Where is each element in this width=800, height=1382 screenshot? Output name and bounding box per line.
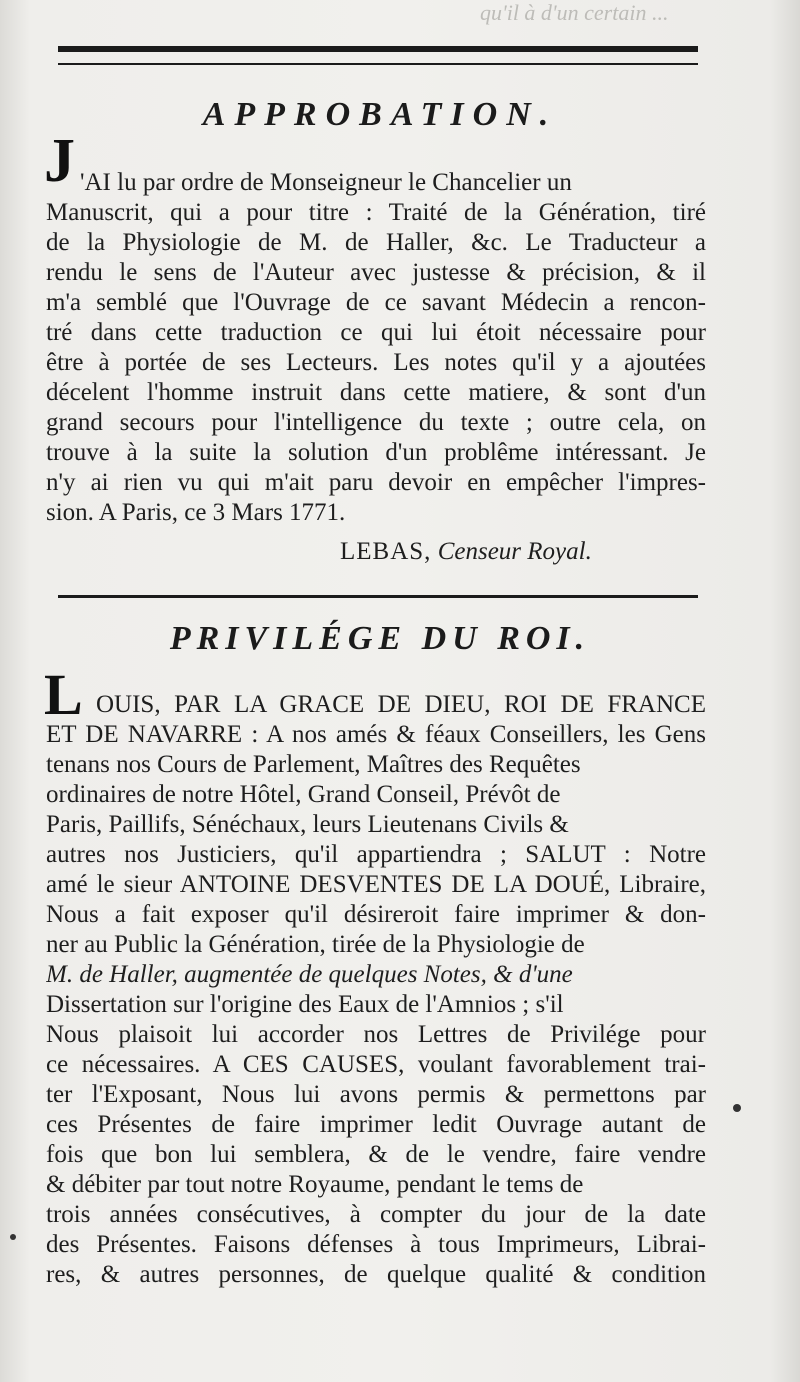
privilege-line: Dissertation sur l'origine des Eaux de l'Amnios ; s'il [46, 991, 564, 1018]
privilege-line: ET DE NAVARRE : A nos amés & féaux Conseillers, les Gens [46, 721, 706, 748]
privilege-title: PRIVILÉGE DU ROI. [169, 620, 591, 657]
privilege-line: fois que bon lui semblera, & de le vendre, faire vendre [46, 1141, 706, 1168]
privilege-line: ordinaires de notre Hôtel, Grand Conseil, Prévôt de [46, 781, 561, 808]
ink-speck [733, 1104, 741, 1112]
approbation-line: Manuscrit, qui a pour titre : Traité de la Génération, tiré [46, 199, 706, 226]
approbation-signature [340, 538, 640, 566]
approbation-line: sion. A Paris, ce 3 Mars 1771. [46, 499, 346, 526]
privilege-line: Paris, Paillifs, Sénéchaux, leurs Lieutenans Civils & [46, 811, 569, 838]
privilege-line: ce nécessaires. A CES CAUSES, voulant favorablement trai- [46, 1051, 706, 1078]
privilege-line: autres nos Justiciers, qu'il appartiendra ; SALUT : Notre [46, 841, 706, 868]
privilege-dropcap: L [44, 662, 83, 727]
privilege-line: res, & autres personnes, de quelque qualité & condition [46, 1261, 706, 1288]
approbation-line: décelent l'homme instruit dans cette matiere, & sont d'un [46, 379, 706, 406]
privilege-line: ces Présentes de faire imprimer ledit Ouvrage autant de [46, 1111, 706, 1138]
approbation-title: APPROBATION. [202, 96, 558, 133]
approbation-line: trouve à la suite la solution d'un problême intéressant. Je [46, 439, 706, 466]
privilege-line: & débiter par tout notre Royaume, pendant le tems de [46, 1171, 584, 1198]
approbation-line: tré dans cette traduction ce qui lui étoit nécessaire pour [46, 319, 706, 346]
top-rule-thin [58, 63, 698, 65]
privilege-line: tenans nos Cours de Parlement, Maîtres des Requêtes [46, 751, 581, 778]
privilege-line: amé le sieur ANTOINE DESVENTES DE LA DOUÉ, Libraire, [46, 871, 706, 898]
top-rule-thick [58, 46, 698, 52]
approbation-line: m'a semblé que l'Ouvrage de ce savant Médecin a rencon- [46, 289, 706, 316]
privilege-line: Nous a fait exposer qu'il désireroit faire imprimer & don- [46, 901, 706, 928]
approbation-line: de la Physiologie de M. de Haller, &c. Le Traducteur a [46, 229, 706, 256]
privilege-line: des Présentes. Faisons défenses à tous Imprimeurs, Librai- [46, 1231, 706, 1258]
approbation-line: n'y ai rien vu qui m'ait paru devoir en empêcher l'impres- [46, 469, 706, 496]
approbation-line: être à portée de ses Lecteurs. Les notes qu'il y a ajoutées [46, 349, 706, 376]
approbation-line: grand secours pour l'intelligence du texte ; outre cela, on [46, 409, 706, 436]
privilege-line: ter l'Exposant, Nous lui avons permis & permettons par [46, 1081, 706, 1108]
privilege-line: M. de Haller, augmentée de quelques Notes, & d'une [46, 961, 573, 988]
privilege-line: ner au Public la Génération, tirée de la Physiologie de [46, 931, 585, 958]
middle-rule [58, 595, 698, 598]
privilege-line: trois années consécutives, à compter du jour de la date [46, 1201, 706, 1228]
approbation-line: 'AI lu par ordre de Monseigneur le Chancelier un [80, 169, 572, 196]
censor-role: Censeur Royal. [437, 538, 592, 565]
approbation-dropcap: J [44, 127, 75, 195]
privilege-line: Nous plaisoit lui accorder nos Lettres de Privilége pour [46, 1021, 706, 1048]
ink-speck [10, 1234, 16, 1240]
approbation-line: rendu le sens de l'Auteur avec justesse & précision, & il [46, 259, 706, 286]
bleed-through-text: qu'il à d'un certain ... [480, 0, 669, 25]
censor-name: LEBAS, [340, 538, 432, 565]
privilege-line: OUIS, PAR LA GRACE DE DIEU, ROI DE FRANCE [96, 691, 706, 718]
